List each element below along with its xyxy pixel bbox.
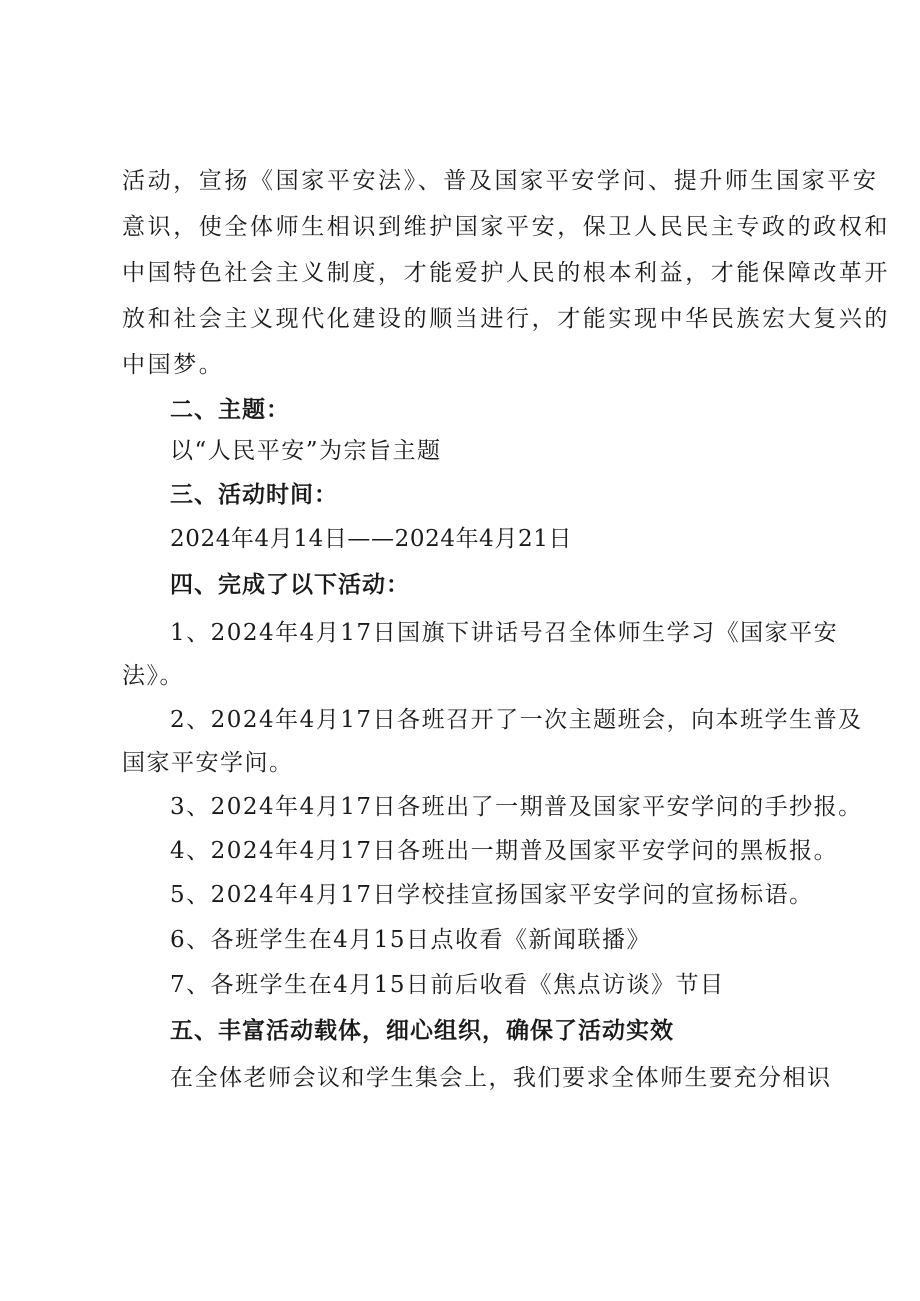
activity-item-1-line-1: 1、2024年4月17日国旗下讲话号召全体师生学习《国家平安 (170, 620, 839, 646)
intro-line-1: 活动，宣扬《国家平安法》、普及国家平安学问、提升师生国家平安 (122, 168, 879, 194)
activity-item-2-line-1: 2、2024年4月17日各班召开了一次主题班会，向本班学生普及 (170, 707, 863, 733)
intro-line-4: 放和社会主义现代化建设的顺当进行，才能实现中华民族宏大复兴的 (122, 306, 890, 332)
section-heading-theme: 二、主题： (170, 397, 290, 423)
activity-item-1-line-2: 法》。 (122, 663, 184, 689)
intro-line-2: 意识，使全体师生相识到维护国家平安，保卫人民民主专政的政权和 (122, 214, 890, 240)
theme-body: 以“人民平安”为宗旨主题 (170, 438, 442, 464)
section-heading-activities: 四、完成了以下活动： (170, 572, 410, 598)
activity-item-6: 6、各班学生在4月15日点收看《新闻联播》 (170, 927, 652, 953)
activity-item-7: 7、各班学生在4月15日前后收看《焦点访谈》节目 (170, 972, 725, 998)
intro-line-5: 中国梦。 (122, 352, 225, 378)
activity-item-2-line-2: 国家平安学问。 (122, 750, 294, 776)
section-heading-time: 三、活动时间： (170, 482, 338, 508)
activity-item-3: 3、2024年4月17日各班出了一期普及国家平安学问的手抄报。 (170, 794, 863, 820)
carriers-body: 在全体老师会议和学生集会上，我们要求全体师生要充分相识 (170, 1065, 832, 1091)
activity-item-4: 4、2024年4月17日各班出一期普及国家平安学问的黑板报。 (170, 838, 839, 864)
time-body: 2024年4月14日——2024年4月21日 (170, 526, 573, 552)
activity-item-5: 5、2024年4月17日学校挂宣扬国家平安学问的宣扬标语。 (170, 882, 814, 908)
intro-line-3: 中国特色社会主义制度，才能爱护人民的根本利益，才能保障改革开 (122, 260, 890, 286)
section-heading-carriers: 五、丰富活动载体，细心组织，确保了活动实效 (170, 1018, 674, 1044)
